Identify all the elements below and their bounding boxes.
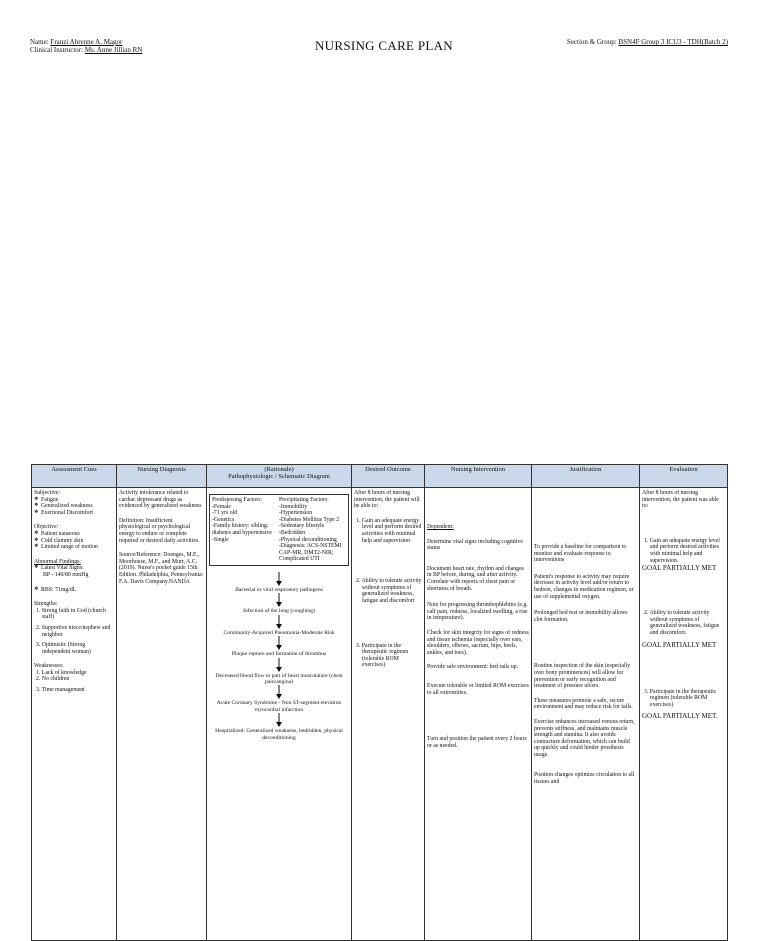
flow-step: Infection of the lung (coughing) [243,608,315,615]
instructor-label: Clinical Instructor: [30,46,84,54]
down-arrow-icon [209,593,349,608]
list-item: Determine vital signs including cognitive status [427,538,523,552]
list-item: Routine inspection of the skin (especially over bony prominences) will allow for prevention or early recognition and treatment of pressure ulcers. [534,663,631,690]
diagnosis-source: Source/Reference: Doenges, M.E., Moorhouse, M.F., and Murr, A.C. (2019). Nurse's pocket guide 15th Edition. Philadelphia, Pennsylvania: F.A. Davis Company.NANDA [119,552,204,585]
list-item: Execute tolerable or limited ROM exercises to all extremities. [427,682,529,696]
list-item: ❖ Cold clammy skin [34,538,114,545]
list-item: 3. Optimistic (Strong independent woman) [36,642,91,655]
factors-box: Predisposing Factors: -Female -71 yrs old -Genetics -Family history: sibling: diabetes and hypertensive -Single Precipitating Factors: -Immobility -Hypertension -Diabetes Mellitus Type 2 -Sedentary lifestyle -Bedridden -Physical deconditioning -Diagnosis: ACS-NSTEMI CAP-MR, DMT2-NIR; Complicated UTI [209,494,349,566]
list-item: 3. Time management [36,687,85,694]
table-row [32,488,728,941]
evaluation-cell: After 8 hours of nursing intervention, the patient was able to: 1. Gain an adequate energy level and perform desired activities with minimal help and supervision. GOAL PARTIALLY MET 2. Ability to tolerate activity without symptoms of generalized weakness, fatigue and discomfort. GOAL PARTIALLY MET 3. Participate in the therapeutic regimen (tolerable ROM exercises) GOAL PARTIALLY MET. [640,488,728,941]
down-arrow-icon [209,713,349,728]
down-arrow-icon [209,636,349,651]
schematic-flow [209,572,349,741]
list-item: ❖ Latest Vital Signs: [34,565,114,572]
down-arrow-icon [209,685,349,700]
page-title: NURSING CARE PLAN [314,38,453,53]
header-right [567,38,728,46]
section-value: BSN4F Group 3 ICU3 - TDH(Batch 2) [618,38,728,46]
goal-status: GOAL PARTIALLY MET [642,564,717,573]
flow-step: Community-Acquired Pneumonia-Moderate Risk [223,629,335,636]
list-item: 2. Ability to tolerate activity without symptoms of generalized weakness, fatigue and discomfort [356,578,422,604]
goal-status: GOAL PARTIALLY MET [642,640,717,649]
name-label: Name: [30,38,49,46]
col-outcome: Desired Outcome [352,465,425,488]
list-item: 2. Ability to tolerate activity without symptoms of generalized weakness, fatigue and discomfort. [644,610,720,636]
col-intervention: Nursing Intervention [425,465,532,488]
diagnosis-definition: Definition: Insufficient physiological or psychological energy to endure or complete required or desired daily activities. [119,517,200,544]
justification-cell [532,488,640,941]
list-item: 1. Strong faith in God (church staff) [36,607,106,621]
goal-status: GOAL PARTIALLY MET. [642,712,718,721]
list-item: 3. Participate in the therapeutic regimen (tolerable ROM exercises) [356,642,409,669]
care-plan-table [31,464,728,941]
down-arrow-icon [209,572,349,587]
list-item: ❖ Fatigue [34,497,114,504]
list-item: 1. Gain an adequate energy level and perform desired activities with minimal help and supervision. [644,537,720,564]
list-item: Turn and position the patient every 2 hours or as needed. [427,736,527,749]
section-label: Section & Group: [566,38,617,46]
list-item: ❖ Limited range of motion [34,544,114,551]
list-item: Position changes optimize circulation to all tissues and [534,772,635,786]
list-item: 1. Gain an adequate energy level and perform desired activities with minimal help and supervision [356,517,422,544]
instructor-value: Ms. Anne Jillian RN [84,46,143,54]
list-item: 2. Supportive niece/nephew and neighbor [36,624,111,638]
col-evaluation: Evaluation [640,465,728,488]
list-item: 1. Lack of knowledge [36,669,87,676]
list-item: Note for progressing thrombophlebitis (e.g. calf pain, redness, localized swelling, a rise in temperature). [427,602,528,622]
col-diagnosis: Nursing Diagnosis [117,465,207,488]
list-item: 3. Participate in the therapeutic regimen (tolerable ROM exercises) [644,688,717,708]
list-item: ❖ Patient nauseous [34,531,114,538]
list-item: ❖ RBS: 71mg/dL [34,587,114,594]
list-item: These measures promote a safe, secure environment and may reduce risk for falls. [534,697,633,711]
list-item: ❖ Exertional Discomfort [34,510,114,517]
flow-step: Bacterial or viral respiratory pathogens [235,586,323,593]
list-item: Provide safe environment: bed rails up. [427,664,519,671]
table-header-row [32,465,728,488]
list-item: Check for skin integrity for signs of redness and tissue ischemia (especially over ears, shoulders, elbows, sacrum, hips, heels, ankles, and toes). [427,629,529,656]
list-item: To provide a baseline for comparison to monitor and evaluate response to interventions [534,544,627,564]
outcome-cell: After 8 hours of nursing intervention, the patient will be able to: 1. Gain an adequate energy level and perform desired activities with minimal help and supervision 2. Ability to tolerate activity without symptoms of generalized weakness, fatigue and discomfort 3. Participate in the therapeutic regimen (tolerable ROM exercises) [352,488,425,941]
flow-step: Hospitalized: Generalized weakness, bedridden, physical deconditioning [215,728,343,741]
list-item: Document heart rate, rhythm and changes in BP before, during, and after activity. Correlate with reports of chest pain or shortness of breath. [427,565,524,592]
intervention-cell: Dependent: Determine vital signs including cognitive status Document heart rate, rhythm and changes in BP before, during, and after activity. Correlate with reports of chest pain or shortness of breath. Note for progressing thrombophlebitis (e.g. calf pain, redness, localized swelling, a rise in temperature). Check for skin integrity for signs of redness and tissue ischemia (especially over ears, shoulders, elbows, sacrum, hips, heels, ankles, and toes). Provide safe environment: bed rails up. Execute tolerable or limited ROM exercises to all extremities. Turn and position the patient every 2 hours or as needed. [425,488,532,941]
flow-step: Plaque rupture and formation of thrombus [231,651,327,658]
list-item: ❖ Generalized weakness [34,503,114,510]
down-arrow-icon [209,615,349,630]
list-item: Patient's response to activity may require decrease in activity level and/or return to bedrest, changes in medication regimen, or use of supplemental oxygen. [534,573,634,600]
rationale-cell [207,488,352,941]
list-item: Exercise enhances increased venous return, prevents stiffness, and maintains muscle strength and stamina. It also avoids contracture deformation, which can build up quickly and could hinder prosthesis usage. [534,718,635,758]
down-arrow-icon [209,658,349,673]
col-justification: Justification [532,465,640,488]
list-item: 2. No children [36,676,70,683]
diagnosis-statement: Activity intolerance related to cardiac depressant drugs as evidenced by generalized weakness [119,490,202,510]
col-assessment: Assessment Cues [32,465,117,488]
name-value: Franzi Abrenne A. Magor [50,38,123,46]
diagnosis-cell [117,488,207,941]
col-rationale: (Rationale) Pathophysiologic / Schematic Diagram [207,465,352,488]
flow-step: Acute Coronary Syndrome - Non ST-segment elevation myocardial infarction [216,700,342,713]
list-item: Prolonged bed rest or immobility allows clot formation. [534,610,628,623]
assessment-cell: Subjective: ❖ Fatigue ❖ Generalized weakness ❖ Exertional Discomfort Objective: ❖ Patient nauseous ❖ Cold clammy skin ❖ Limited range of motion Abnormal Findings: ❖ Latest Vital Signs: BP - 140/80 mmHg ❖ RBS: 71mg/dL Strengths: 1. Strong faith in God (church staff) 2. Supportive niece/nephew and neighbor 3. Optimistic (Strong independent woman) Weaknesses: 1. Lack of knowledge 2. No children 3. Time management [32,488,117,941]
flow-step: Decreased blood flow to part of heart musculature (chest pain/angina) [215,672,343,685]
